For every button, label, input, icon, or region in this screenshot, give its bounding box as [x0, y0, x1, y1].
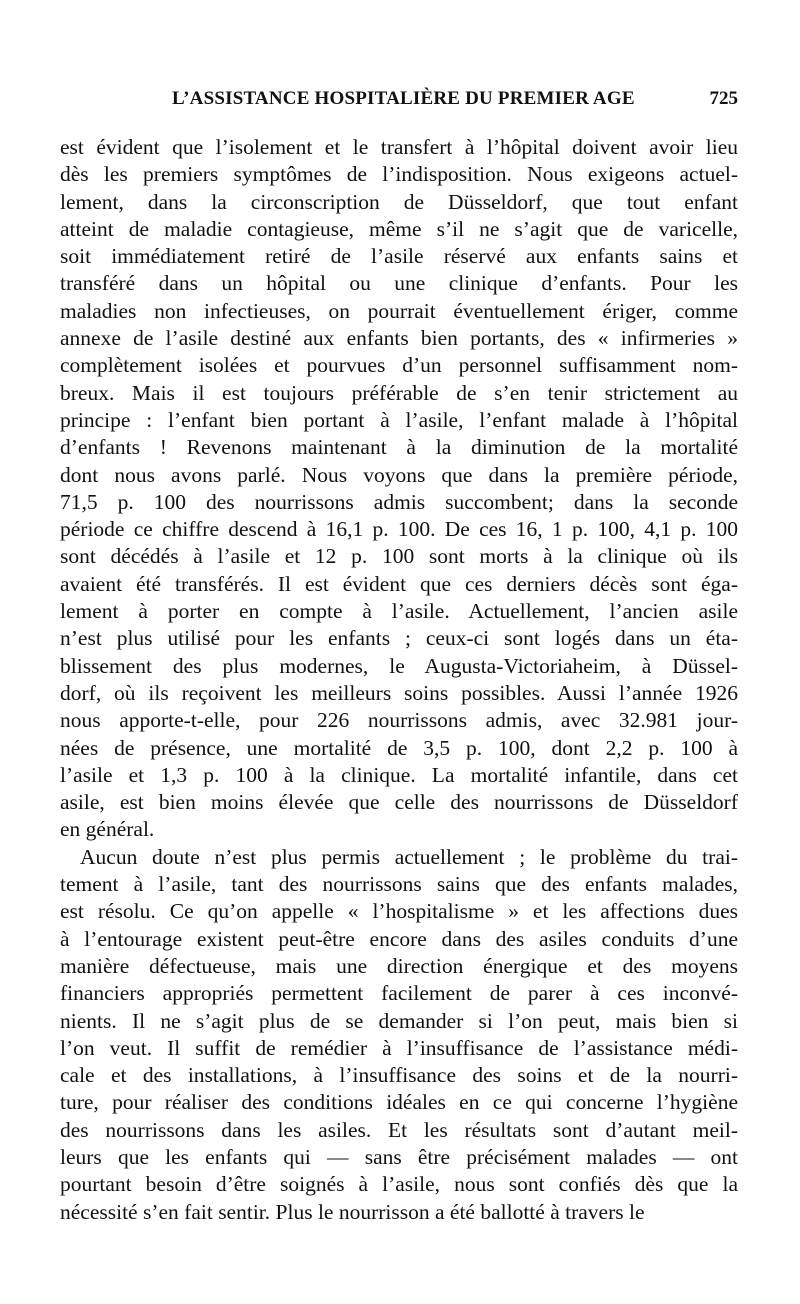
text-line: complètement isolées et pourvues d’un personnel suffisamment nom- — [60, 353, 738, 378]
text-line: avaient été transférés. Il est évident que ces derniers décès sont éga- — [60, 571, 738, 596]
text-line: lement à porter en compte à l’asile. Actuellement, l’ancien asile — [60, 599, 738, 624]
text-line: en général. — [60, 817, 155, 842]
text-line: est résolu. Ce qu’on appelle « l’hospitalisme » et les affections dues — [60, 899, 738, 924]
body-text — [60, 134, 738, 1226]
paragraph — [60, 844, 738, 1226]
text-line: dorf, où ils reçoivent les meilleurs soins possibles. Aussi l’année 1926 — [60, 680, 738, 705]
text-line: asile, est bien moins élevée que celle des nourrissons de Düsseldorf — [60, 790, 738, 815]
text-line: nients. Il ne s’agit plus de se demander si l’on peut, mais bien si — [60, 1008, 738, 1033]
text-line: annexe de l’asile destiné aux enfants bien portants, des « infirmeries » — [60, 326, 738, 351]
text-line: manière défectueuse, mais une direction énergique et des moyens — [60, 953, 738, 978]
text-line: ture, pour réaliser des conditions idéales en ce qui concerne l’hygiène — [60, 1090, 738, 1115]
page-number: 725 — [709, 88, 738, 109]
paragraph — [60, 134, 738, 844]
text-line: des nourrissons dans les asiles. Et les résultats sont d’autant meil- — [60, 1117, 738, 1142]
text-line: à l’entourage existent peut-être encore dans des asiles conduits d’une — [60, 926, 738, 951]
text-line: n’est plus utilisé pour les enfants ; ceux-ci sont logés dans un éta- — [60, 626, 738, 651]
running-title: L’ASSISTANCE HOSPITALIÈRE DU PREMIER AGE — [172, 88, 635, 109]
text-line: pourtant besoin d’être soignés à l’asile, nous sont confiés dès que la — [60, 1172, 738, 1197]
text-line: d’enfants ! Revenons maintenant à la diminution de la mortalité — [60, 435, 738, 460]
text-line: 71,5 p. 100 des nourrissons admis succombent; dans la seconde — [60, 489, 738, 514]
text-line: l’asile et 1,3 p. 100 à la clinique. La mortalité infantile, dans cet — [60, 762, 738, 787]
text-line: dont nous avons parlé. Nous voyons que dans la première période, — [60, 462, 738, 487]
text-line: breux. Mais il est toujours préférable de s’en tenir strictement au — [60, 380, 738, 405]
text-line: nous apporte-t-elle, pour 226 nourrissons admis, avec 32.981 jour- — [60, 708, 738, 733]
text-line: cale et des installations, à l’insuffisance des soins et de la nourri- — [60, 1063, 738, 1088]
text-line: nées de présence, une mortalité de 3,5 p. 100, dont 2,2 p. 100 à — [60, 735, 738, 760]
text-line: sont décédés à l’asile et 12 p. 100 sont morts à la clinique où ils — [60, 544, 738, 569]
text-line: lement, dans la circonscription de Düsseldorf, que tout enfant — [60, 189, 738, 214]
text-line: soit immédiatement retiré de l’asile réservé aux enfants sains et — [60, 244, 738, 269]
text-line: l’on veut. Il suffit de remédier à l’insuffisance de l’assistance médi- — [60, 1035, 738, 1060]
text-line: nécessité s’en fait sentir. Plus le nourrisson a été ballotté à travers le — [60, 1199, 645, 1224]
text-line: blissement des plus modernes, le Augusta-Victoriaheim, à Düssel- — [60, 653, 738, 678]
text-line: dès les premiers symptômes de l’indisposition. Nous exigeons actuel- — [60, 162, 738, 187]
text-line: maladies non infectieuses, on pourrait éventuellement ériger, comme — [60, 298, 738, 323]
text-line: tement à l’asile, tant des nourrissons sains que des enfants malades, — [60, 872, 738, 897]
text-line: période ce chiffre descend à 16,1 p. 100. De ces 16, 1 p. 100, 4,1 p. 100 — [60, 517, 738, 542]
text-line: leurs que les enfants qui — sans être précisément malades — ont — [60, 1144, 738, 1169]
text-line: principe : l’enfant bien portant à l’asile, l’enfant malade à l’hôpital — [60, 407, 738, 432]
text-line: Aucun doute n’est plus permis actuellement ; le problème du trai- — [80, 844, 738, 869]
text-line: transféré dans un hôpital ou une clinique d’enfants. Pour les — [60, 271, 738, 296]
text-line: financiers appropriés permettent facilement de parer à ces inconvé- — [60, 981, 738, 1006]
text-line: est évident que l’isolement et le transfert à l’hôpital doivent avoir lieu — [60, 135, 738, 159]
text-line: atteint de maladie contagieuse, même s’il ne s’agit que de varicelle, — [60, 216, 738, 241]
running-header — [62, 88, 738, 116]
